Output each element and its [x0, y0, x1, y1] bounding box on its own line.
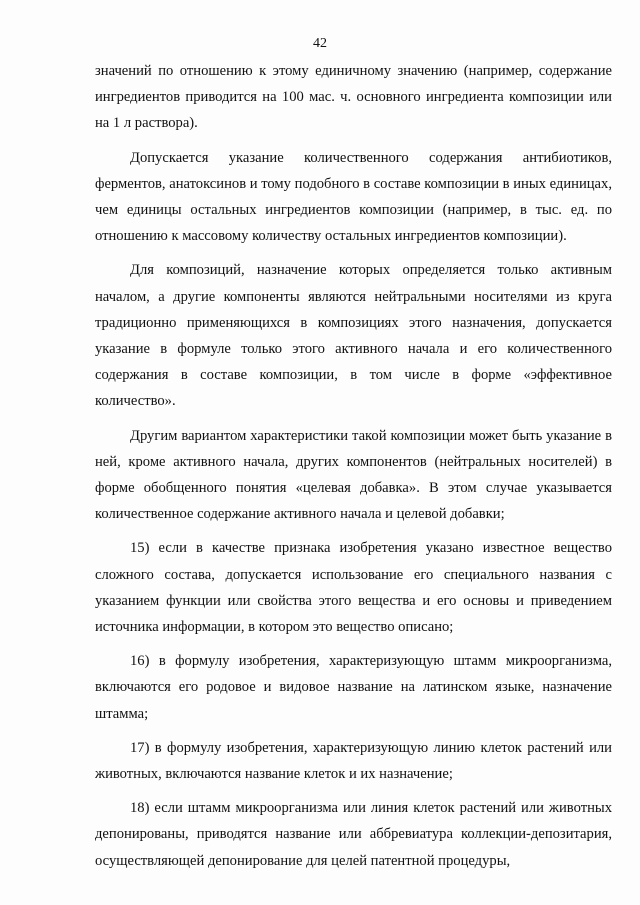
paragraph-target-additive: Другим вариантом характеристики такой композиции может быть указание в ней, кроме активного начала, других компонентов (нейтральных носителей) в форме обобщенного понятия «целевая добавка». В этом случае указывается количественное содержание активного начала и целевой добавки;	[95, 427, 612, 523]
paragraph-item-15: 15) если в качестве признака изобретения указано известное вещество сложного состава, допускается использование его специального названия с указанием функции или свойства этого вещества и его основы и приведением источника информации, в котором это вещество описано;	[95, 540, 612, 636]
paragraph-antibiotics-units: Допускается указание количественного содержания антибиотиков, ферментов, анатоксинов и тому подобного в составе композиции в иных единицах, чем единицы остальных ингредиентов композиции (например, в тыс. ед. по отношению к массовому количеству остальных ингредиентов композиции).	[95, 149, 612, 245]
paragraph-item-17: 17) в формулу изобретения, характеризующую линию клеток растений или животных, включаются название клеток и их назначение;	[95, 739, 612, 783]
page-number: 42	[313, 36, 327, 51]
paragraph-item-18: 18) если штамм микроорганизма или линия клеток растений или животных депонированы, приводятся название или аббревиатура коллекции-депозитария, осуществляющей депонирование для целей патентной процедуры,	[95, 800, 612, 869]
paragraph-item-16: 16) в формулу изобретения, характеризующую штамм микроорганизма, включаются его родовое и видовое название на латинском языке, назначение штамма;	[95, 653, 612, 722]
paragraph-continuation: значений по отношению к этому единичному значению (например, содержание ингредиентов приводится на 100 мас. ч. основного ингредиента композиции или на 1 л раствора).	[95, 63, 612, 132]
document-body	[95, 58, 612, 882]
paragraph-active-ingredient: Для композиций, назначение которых определяется только активным началом, а другие компоненты являются нейтральными носителями из круга традиционно применяющихся в композициях этого назначения, допускается указание в формуле только этого активного начала и его количественного содержания в составе композиции, в том числе в форме «эффективное количество».	[95, 262, 612, 410]
